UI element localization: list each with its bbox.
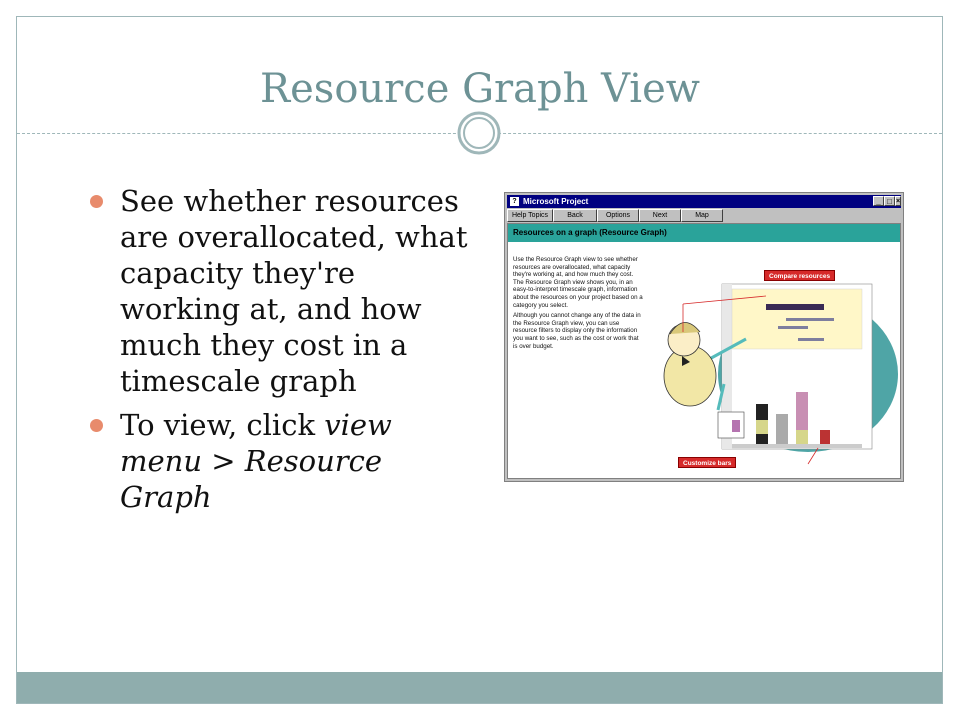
legend-swatch bbox=[732, 420, 740, 432]
maximize-icon[interactable]: □ bbox=[884, 196, 895, 206]
bullet-dot-icon bbox=[90, 195, 103, 208]
app-icon: ? bbox=[510, 197, 519, 206]
bullet-dot-icon bbox=[90, 419, 103, 432]
divider-circle-icon bbox=[457, 111, 501, 155]
back-button[interactable]: Back bbox=[553, 209, 597, 222]
window-title: Microsoft Project bbox=[523, 197, 589, 206]
help-content bbox=[507, 223, 901, 479]
gantt-bar bbox=[786, 318, 834, 321]
resource-bar bbox=[756, 420, 768, 434]
minimize-icon[interactable]: _ bbox=[873, 196, 884, 206]
help-paragraph: Use the Resource Graph view to see whether resources are overallocated, what capacity they're working at, and how much they cost. The Resource Graph view shows you, in an easy-to-interpret timescale graph, information about the resources on your project based on a category you select. bbox=[513, 256, 643, 309]
help-topics-button[interactable]: Help Topics bbox=[507, 209, 553, 222]
map-button[interactable]: Map bbox=[681, 209, 723, 222]
resource-bar bbox=[776, 414, 788, 444]
customize-bars-callout[interactable]: Customize bars bbox=[678, 457, 736, 468]
bullet-text-prefix: To view, click bbox=[120, 408, 325, 442]
help-description bbox=[513, 256, 643, 353]
gantt-bar bbox=[766, 304, 824, 310]
footer-bar bbox=[17, 672, 942, 703]
character-illustration-icon bbox=[664, 322, 716, 406]
bullet-item bbox=[90, 407, 470, 515]
legend-card bbox=[718, 412, 744, 438]
window-titlebar bbox=[507, 195, 901, 208]
bullet-text-italic: view menu > Resource Graph bbox=[120, 408, 392, 514]
close-icon[interactable]: × bbox=[896, 198, 901, 205]
help-toolbar bbox=[507, 209, 901, 222]
bullet-list bbox=[90, 183, 470, 523]
help-paragraph: Although you cannot change any of the data in the Resource Graph view, you can use resource filters to display only the information you want to see, such as the cost or work that is over budget. bbox=[513, 312, 641, 350]
bullet-text: See whether resources are overallocated, what capacity they're working at, and how much they cost in a timescale graph bbox=[120, 184, 468, 398]
help-banner: Resources on a graph (Resource Graph) bbox=[508, 224, 900, 242]
options-button[interactable]: Options bbox=[597, 209, 639, 222]
bullet-item bbox=[90, 183, 470, 399]
slide-title: Resource Graph View bbox=[260, 66, 700, 112]
resource-bar bbox=[820, 430, 830, 444]
help-window bbox=[504, 192, 904, 482]
gantt-bar bbox=[778, 326, 808, 329]
next-button[interactable]: Next bbox=[639, 209, 681, 222]
scrollbar[interactable] bbox=[732, 444, 862, 448]
resource-bar bbox=[796, 430, 808, 444]
gantt-bar bbox=[798, 338, 824, 341]
compare-resources-callout[interactable]: Compare resources bbox=[764, 270, 835, 281]
